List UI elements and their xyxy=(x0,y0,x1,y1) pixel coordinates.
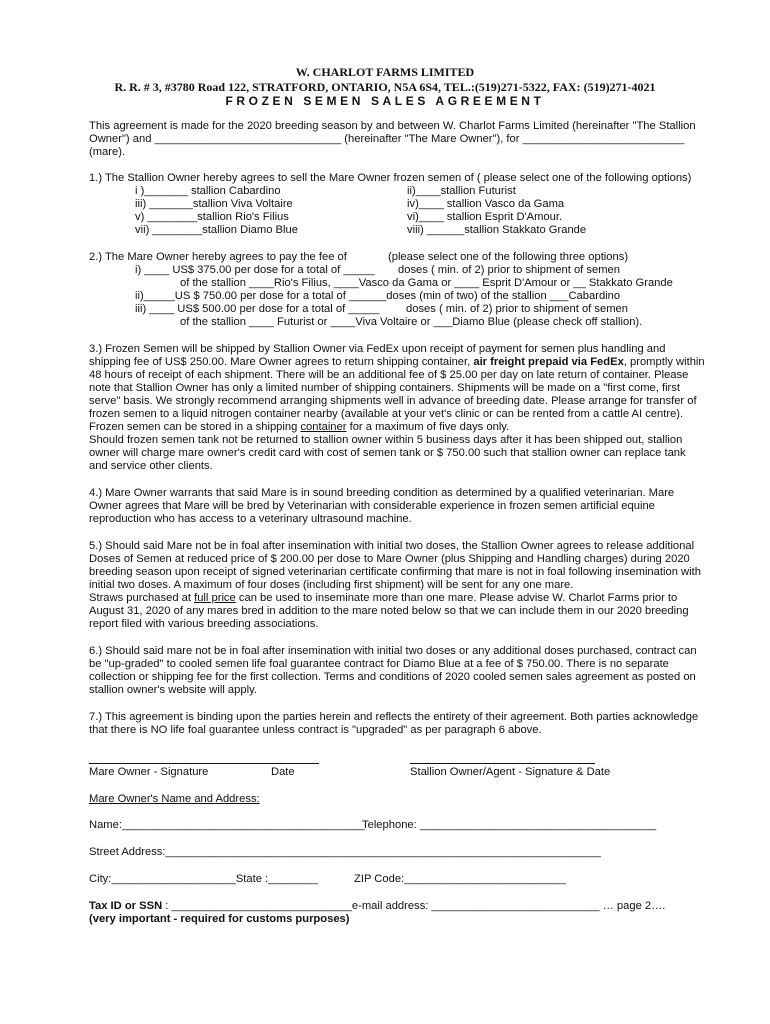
section-7-line: that there is NO life foal guarantee unless contract is "upgraded" as per paragraph 6 above. xyxy=(89,724,542,736)
section-3-line: shipping fee of US$ 250.00. Mare Owner agrees to return shipping container, air freight prepaid via FedEx, promptly within xyxy=(89,356,705,368)
section-3-line: 3.) Frozen Semen will be shipped by Stallion Owner via FedEx upon receipt of payment for semen plus handling and xyxy=(89,343,666,355)
fee-option-3-doses: doses ( min. of 2) prior to shipment of semen xyxy=(406,303,628,315)
intro-line-1: This agreement is made for the 2020 breeding season by and between W. Charlot Farms Limited (hereinafter "The Stallion xyxy=(89,120,696,132)
section-4-line: 4.) Mare Owner warrants that said Mare is in sound breeding condition as determined by a qualified veterinarian. Mare xyxy=(89,487,675,499)
fee-option-2: ii)_____US $ 750.00 per dose for a total of ______doses (min of two) of the stallion ___Cabardino xyxy=(135,290,621,302)
section-5-line: breeding season upon receipt of signed veterinarian certificate confirming that mare is not in foal following insemination with xyxy=(89,566,701,578)
section-5-line: Doses of Semen at reduced price of $ 200.00 per dose to Mare Owner (plus Shipping and Handling charges) during 2020 xyxy=(89,553,690,565)
section-5-line: Straws purchased at full price can be used to inseminate more than one mare. Please advise W. Charlot Farms prior to xyxy=(89,592,678,604)
customs-note: (very important - required for customs purposes) xyxy=(89,913,350,925)
section-2-lead: 2.) The Mare Owner hereby agrees to pay the fee of xyxy=(89,251,347,263)
company-address: R. R. # 3, #3780 Road 122, STRATFORD, ONTARIO, N5A 6S4, TEL.:(519)271-5322, FAX: (519)271-4021 xyxy=(114,80,656,94)
intro-line-3: (mare). xyxy=(89,146,126,158)
section-6-line: stallion owner's website will apply. xyxy=(89,684,257,696)
stallion-option: iii) _______stallion Viva Voltaire xyxy=(135,198,293,210)
section-6-line: 6.) Should said mare not be in foal after insemination with initial two doses or any additional doses purchased, contract can xyxy=(89,645,697,657)
stallion-option: viii) ______stallion Stakkato Grande xyxy=(407,224,587,236)
fee-option-3-stallions: of the stallion ____ Futurist or ____Viva Voltaire or ___Diamo Blue (please check off stallion). xyxy=(180,316,643,328)
mare-owner-signature-line[interactable] xyxy=(89,763,319,764)
stallion-owner-signature-label: Stallion Owner/Agent - Signature & Date xyxy=(410,766,611,778)
fee-option-1-doses: doses ( min. of 2) prior to shipment of semen xyxy=(398,264,620,276)
stallion-option: vi)____ stallion Esprit D'Amour. xyxy=(407,211,563,223)
section-6-line: be "up-graded" to cooled semen life foal guarantee contract for Diamo Blue at a fee of $ 750.00. There is no separate xyxy=(89,658,669,670)
tax-id-email-field[interactable]: Tax ID or SSN : _____________________________e-mail address: ___________________________ … page 2…. xyxy=(89,900,666,912)
section-3-line: and service other clients. xyxy=(89,460,213,472)
section-5-line: August 31, 2020 of any mares bred in addition to the mare noted below so that we can include them in our 2020 breeding xyxy=(89,605,689,617)
company-name: W. CHARLOT FARMS LIMITED xyxy=(295,65,475,79)
section-5-line: report filed with various breeding associations. xyxy=(89,618,319,630)
name-field[interactable]: Name:_______________________________________ xyxy=(89,819,365,831)
document-title: FROZEN SEMEN SALES AGREEMENT xyxy=(225,94,545,108)
stallion-option: vii) ________stallion Diamo Blue xyxy=(135,224,298,236)
section-3-line: Should frozen semen tank not be returned to stallion owner within 5 business days after it has been shipped out, stallion xyxy=(89,434,683,446)
street-address-field[interactable]: Street Address:______________________________________________________________________ xyxy=(89,846,602,858)
section-4-line: Owner agrees that Mare will be bred by Veterinarian with considerable experience in frozen semen artificial equine xyxy=(89,500,655,512)
stallion-option: ii)____stallion Futurist xyxy=(407,185,516,197)
section-4-line: reproduction who has access to a veterinary ultrasound machine. xyxy=(89,513,412,525)
section-2-lead-note: (please select one of the following three options) xyxy=(388,251,629,263)
section-3-line: frozen semen to a liquid nitrogen container nearby (available at your vet's clinic or can be rented from a cattle AI centre). xyxy=(89,408,684,420)
fee-option-1: i) ____ US$ 375.00 per dose for a total of _____ xyxy=(135,264,375,276)
section-3-line: serve" basis. We strongly recommend arranging shipments well in advance of breeding date. Please arrange for transfer of xyxy=(89,395,697,407)
section-1-lead: 1.) The Stallion Owner hereby agrees to sell the Mare Owner frozen semen of ( please select one of the following options) xyxy=(89,172,692,184)
section-3-line: note that Stallion Owner has only a limited number of shipping containers. Shipments will be made on a "first come, first xyxy=(89,382,680,394)
section-6-line: collection or shipping fee for the first collection. Terms and conditions of 2020 cooled semen sales agreement as posted on xyxy=(89,671,696,683)
city-state-field[interactable]: City:____________________State :________ xyxy=(89,873,318,885)
fee-option-1-stallions: of the stallion ____Rio's Filius, ____Vasco da Gama or ____ Esprit D'Amour or __ Stakkato Grande xyxy=(180,277,673,289)
section-3-line: Frozen semen can be stored in a shipping container for a maximum of five days only. xyxy=(89,421,510,433)
zip-code-field[interactable]: ZIP Code:__________________________ xyxy=(354,873,566,885)
stallion-option: iv)____ stallion Vasco da Gama xyxy=(407,198,565,210)
mare-owner-signature-label: Mare Owner - Signature xyxy=(89,766,209,778)
fee-option-3: iii) ____ US$ 500.00 per dose for a total of _____ xyxy=(135,303,380,315)
mare-owner-section-heading: Mare Owner's Name and Address: xyxy=(89,793,260,805)
section-5-line: initial two doses. A maximum of four doses (including first shipment) will be sent for any one mare. xyxy=(89,579,574,591)
intro-line-2: Owner") and ______________________________ (hereinafter "The Mare Owner"), for __________________________ xyxy=(89,133,685,145)
section-3-line: owner will charge mare owner's credit card with cost of semen tank or $ 750.00 such that stallion owner can replace tank xyxy=(89,447,686,459)
section-7-line: 7.) This agreement is binding upon the parties herein and reflects the entirety of their agreement. Both parties acknowledge xyxy=(89,711,699,723)
telephone-field[interactable]: Telephone: ______________________________________ xyxy=(362,819,657,831)
stallion-option: v) ________stallion Rio's Filius xyxy=(135,211,289,223)
stallion-option: i )_______ stallion Cabardino xyxy=(135,185,281,197)
section-5-line: 5.) Should said Mare not be in foal after insemination with initial two doses, the Stallion Owner agrees to release additional xyxy=(89,540,695,552)
stallion-owner-signature-line[interactable] xyxy=(410,763,595,764)
date-label: Date xyxy=(271,766,295,778)
section-3-line: 48 hours of receipt of each shipment. There will be an additional fee of $ 25.00 per day on late return of container. Please xyxy=(89,369,689,381)
